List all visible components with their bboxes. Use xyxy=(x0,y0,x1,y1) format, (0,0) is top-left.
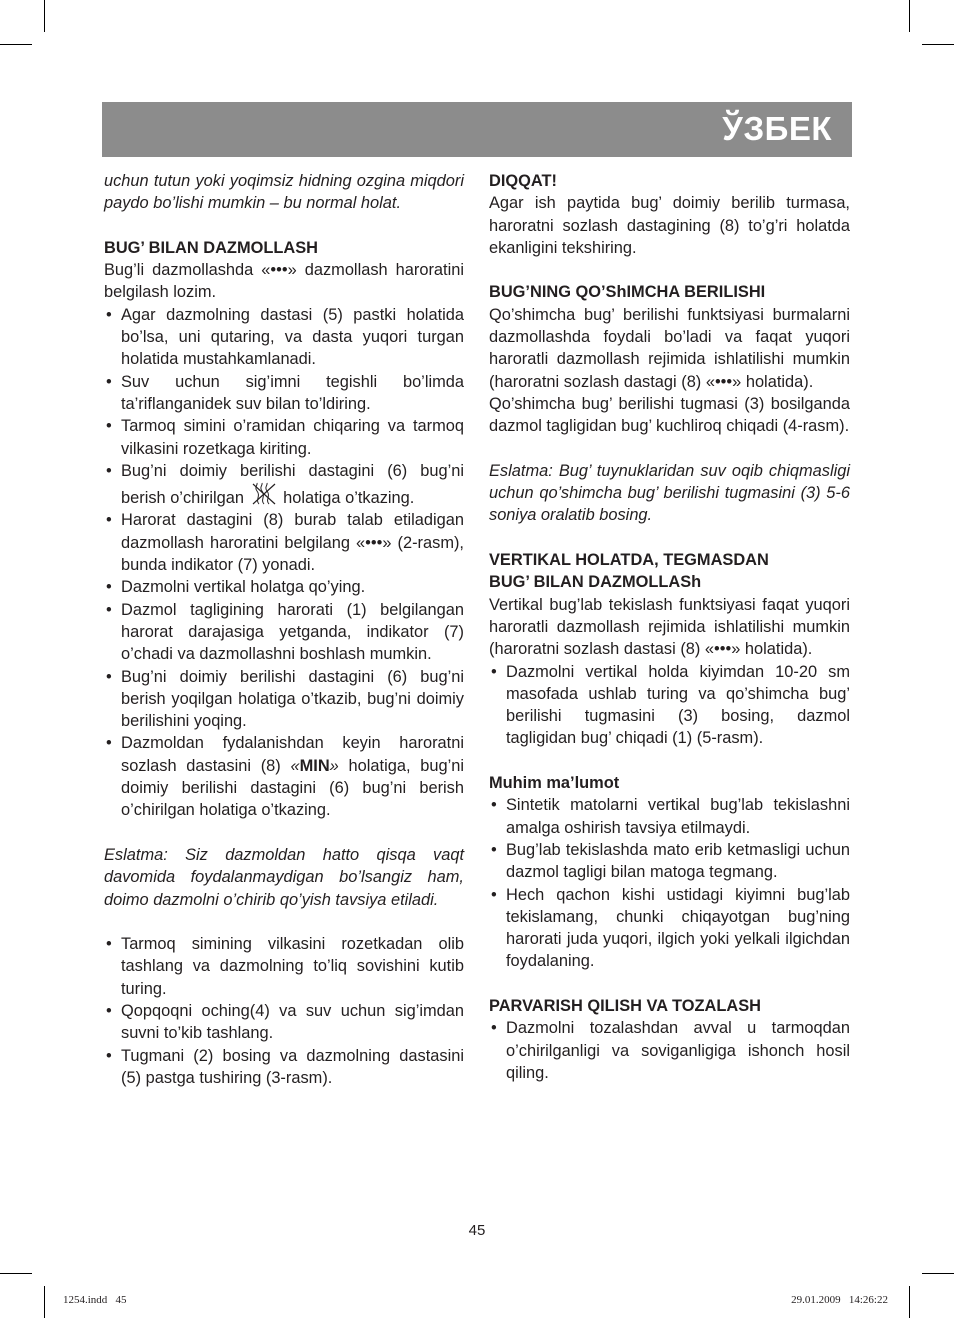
attention-text: Agar ish paytida bug’ doimiy berilib turmasa, haroratni sozlash dastagining (8) to’g’ri holatda ekanligini tekshiring. xyxy=(489,194,850,257)
list-item: • Tugmani (2) bosing va dazmolning dastasini (5) pastga tushiring (3-rasm). xyxy=(104,1045,464,1090)
paragraph: Qo’shimcha bug’ berilishi funktsiyasi burmalarni dazmollashda foydali bo’ladi va faqat yuqori haroratli dazmollash rejimida ishlatilishi mumkin (haroratni sozlash dastagi (8) «•••» holatida). xyxy=(489,305,850,391)
section-title-line: BUG’ BILAN DAZMOLLASh xyxy=(489,573,702,592)
list-item-text: Dazmoldan fydalanishdan keyin haroratni sozlash dastasini (8) xyxy=(121,734,464,775)
list-item xyxy=(104,732,464,821)
note-paragraph: Eslatma: Siz dazmoldan hatto qisqa vaqt davomida foydalanmaydigan bo’lsangiz ham, doimo dazmolni o’chirib qo’yish tavsiya etiladi. xyxy=(104,845,464,909)
crop-mark xyxy=(922,1273,954,1274)
crop-mark xyxy=(909,0,910,32)
paragraph: Vertikal bug’lab tekislash funktsiyasi faqat yuqori haroratli dazmollash rejimida ishlatilishi mumkin (haroratni sozlash dastasi (8) «•••» holatida). xyxy=(489,595,850,659)
right-column xyxy=(489,170,850,1084)
crop-mark xyxy=(922,44,954,45)
file-info: 1254.indd 45 xyxy=(63,1294,127,1306)
attention-title: DIQQAT! xyxy=(489,172,557,190)
instruction-list xyxy=(104,304,464,822)
min-quote-close: » xyxy=(329,756,339,775)
list-item: • Bug’ni doimiy berilishi dastagini (6) bug’ni berish yoqilgan holatiga o’tkazib, bug’ni doimiy berilishini yoqing. xyxy=(104,666,464,733)
section-intro: Bug’li dazmollashda «•••» dazmollash haroratini belgilash lozim. xyxy=(104,261,464,302)
instruction-list xyxy=(489,661,850,750)
list-item: • Bug’lab tekislashda mato erib ketmasligi uchun dazmol tagligi bilan matoga tegmang. xyxy=(489,839,850,884)
crop-mark xyxy=(0,44,32,45)
list-item: • Suv uchun sig’imni tegishli bo’limda ta’riflanganidek suv bilan to’ldiring. xyxy=(104,371,464,416)
section-title-line: VERTIKAL HOLATDA, TEGMASDAN xyxy=(489,551,769,570)
list-item: • Qopqoqni oching(4) va suv uchun sig’imdan suvni to’kib tashlang. xyxy=(104,1000,464,1045)
crop-mark xyxy=(909,1286,910,1318)
instruction-list xyxy=(489,1017,850,1084)
list-item xyxy=(104,460,464,510)
min-quote-open: « xyxy=(290,756,300,775)
section-title-care-cleaning: PARVARISH QILISH VA TOZALASH xyxy=(489,996,761,1015)
language-header-bar xyxy=(102,102,852,157)
crop-mark xyxy=(44,0,45,32)
instruction-list xyxy=(104,933,464,1089)
section-title-vertical-steam xyxy=(489,549,850,594)
list-item: • Dazmolni tozalashdan avval u tarmoqdan o’chirilganligi va soviganligiga ishonch hosil qiling. xyxy=(489,1017,850,1084)
steam-off-icon xyxy=(249,482,279,506)
min-label: MIN xyxy=(299,756,330,775)
list-item: • Dazmol tagligining harorati (1) belgilangan harorat darajasiga yetganda, indikator (7) o’chadi va dazmollashni boshlash mumkin. xyxy=(104,599,464,666)
page-number: 45 xyxy=(468,1222,486,1239)
crop-mark xyxy=(44,1286,45,1318)
list-item: • Tarmoq simini o’ramidan chiqaring va tarmoq vilkasini rozetkaga kiriting. xyxy=(104,415,464,460)
list-item-text: Bug’ni doimiy berilishi dastagini (6) bug’ni berish o’chirilgan xyxy=(121,461,464,508)
section-title-steam-ironing: BUG’ BILAN DAZMOLLASH xyxy=(104,238,318,257)
section-title-important-info: Muhim ma’lumot xyxy=(489,774,620,793)
list-item: • Dazmolni vertikal holatga qo’ying. xyxy=(104,576,464,598)
section-title-extra-steam: BUG’NING QO’ShIMCHA BERILISHI xyxy=(489,283,766,302)
left-column xyxy=(104,170,464,1089)
list-item: • Agar dazmolning dastasi (5) pastki holatida bo’lsa, uni qutaring, va dasta yuqori turgan holatida mustahkamlanadi. xyxy=(104,304,464,371)
list-item: • Harorat dastagini (8) burab talab etiladigan dazmollash haroratini belgilang «•••» (2-rasm), bunda indikator (7) yonadi. xyxy=(104,509,464,576)
note-paragraph: Eslatma: Bug’ tuynuklaridan suv oqib chiqmasligi uchun qo’shimcha bug’ berilishi tugmasini (3) 5-6 soniya oralatib bosing. xyxy=(489,461,850,525)
language-title: ЎЗБЕК xyxy=(722,110,832,147)
instruction-list xyxy=(489,794,850,972)
date-info: 29.01.2009 14:26:22 xyxy=(791,1294,888,1306)
list-item: • Sintetik matolarni vertikal bug’lab tekislashni amalga oshirish tavsiya etilmaydi. xyxy=(489,794,850,839)
list-item-text: holatiga o’tkazing. xyxy=(283,489,415,508)
intro-note: uchun tutun yoki yoqimsiz hidning ozgina miqdori paydo bo’lishi mumkin – bu normal holat. xyxy=(104,172,464,213)
crop-mark xyxy=(0,1273,32,1274)
paragraph: Qo’shimcha bug’ berilishi tugmasi (3) bosilganda dazmol tagligidan bug’ kuchliroq chiqadi (4-rasm). xyxy=(489,394,850,436)
list-item: • Tarmoq simining vilkasini rozetkadan olib tashlang va dazmolning to’liq sovishini kutib turing. xyxy=(104,933,464,1000)
list-item: • Dazmolni vertikal holda kiyimdan 10-20 sm masofada ushlab turing va qo’shimcha bug’ berilishi tugmasini (3) bosing, dazmol tagligidan bug’ chiqadi (1) (5-rasm). xyxy=(489,661,850,750)
list-item-text: holatiga, bug’ni doimiy berilishi dastagini (6) bug’ni berish o’chirilgan holatiga o’tkazing. xyxy=(121,756,464,820)
list-item: • Hech qachon kishi ustidagi kiyimni bug’lab tekislamang, chunki chiqayotgan bug’ning harorati juda yuqori, ilgich yoki yelkali ilgichdan foydalaning. xyxy=(489,884,850,973)
